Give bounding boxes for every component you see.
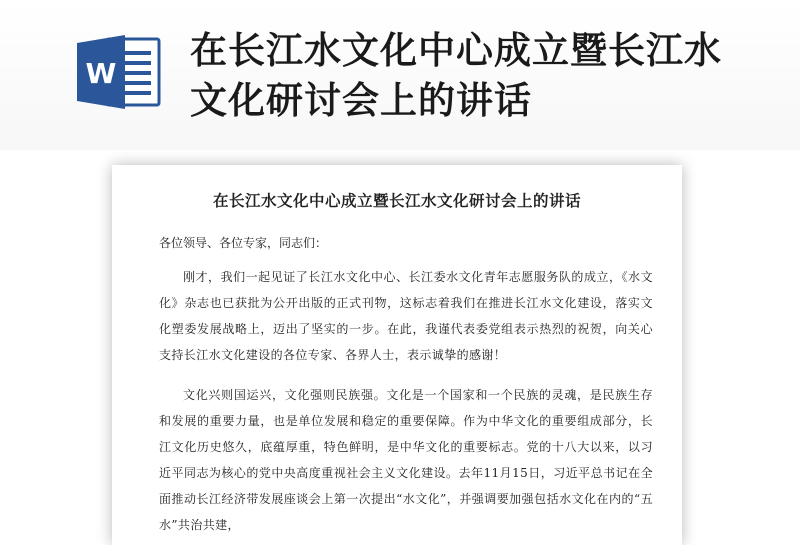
document-heading: 在长江水文化中心成立暨长江水文化研讨会上的讲话	[190, 29, 722, 122]
paragraph-1: 刚才，我们一起见证了长江水文化中心、长江委水文化青年志愿服务队的成立，《水文化》杂志也已获批为公开出版的正式刊物，这标志着我们在推进长江水文化建设，落实文化塑委发展战略上，迈出了坚实的一步。在此，我谨代表委党组表示热烈的祝贺，向关心支持长江水文化建设的各位专家、各界人士，表示诚挚的感谢！	[159, 270, 653, 362]
word-icon	[75, 33, 163, 111]
document-page	[112, 165, 682, 545]
paragraph-2: 文化兴则国运兴，文化强则民族强。文化是一个国家和一个民族的灵魂，是民族生存和发展的重要力量，也是单位发展和稳定的重要保障。作为中华文化的重要组成部分，长江文化历史悠久，底蕴厚重，特色鲜明，是中华文化的重要标志。党的十八大以来，以习近平同志为核心的党中央高度重视社会主义文化建设。去年11月15日，习近平总书记在全面推动长江经济带发展座谈会上第一次提出“水文化”，并强调要加强包括水文化在内的“五水”共治共建，	[159, 388, 653, 532]
word-icon-letter: W	[85, 57, 117, 90]
salutation: 各位领导、各位专家，同志们：	[159, 236, 328, 250]
page-title: 在长江水文化中心成立暨长江水文化研讨会上的讲话	[212, 191, 581, 210]
